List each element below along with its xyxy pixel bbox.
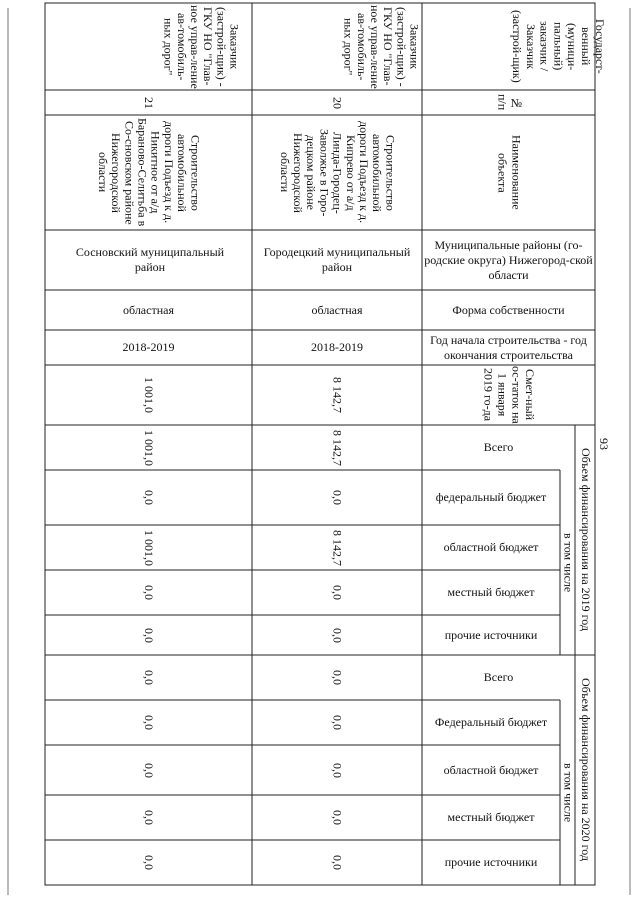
row-20-customer: Заказчик (застрой-щик) - ГКУ НО "Глав-ное управ-ление ав-томобиль-ных дорог" bbox=[341, 4, 422, 89]
row-20-2019-regional: 8 142,7 bbox=[330, 529, 345, 566]
header-ownership: Форма собственности bbox=[452, 302, 565, 317]
row-21-2020-regional: 0,0 bbox=[142, 762, 157, 778]
row-20-ownership: областная bbox=[311, 302, 363, 317]
row-21-2019-local: 0,0 bbox=[142, 585, 157, 600]
row-20-2020-other: 0,0 bbox=[330, 855, 345, 870]
header-fin2019-local: местный бюджет bbox=[447, 585, 535, 599]
header-fin2019-regional: областной бюджет bbox=[443, 540, 539, 554]
row-21-2019-regional: 1 001,0 bbox=[142, 529, 157, 566]
header-fin2019-incl: в том числе bbox=[561, 532, 576, 593]
row-20-municipality: Городецкий муниципальный район bbox=[263, 245, 411, 274]
page-number: 93 bbox=[597, 438, 611, 450]
header-fin2020-title: Объем финансирования на 2020 год bbox=[578, 678, 593, 862]
row-20-2020-regional: 0,0 bbox=[330, 762, 345, 778]
header-fin2019-total: Всего bbox=[483, 440, 514, 454]
row-20-2020-local: 0,0 bbox=[330, 810, 345, 825]
row-20-2019-total: 8 142,7 bbox=[330, 429, 345, 466]
row-21-2020-other: 0,0 bbox=[142, 855, 157, 870]
row-21-2020-local: 0,0 bbox=[142, 810, 157, 825]
header-customer: Государст-венный (муници-пальный) заказчик / Заказчик (застрой-щик) bbox=[510, 10, 607, 83]
row-21-estimate: 1 001,0 bbox=[142, 377, 157, 413]
row-21-2019-federal: 0,0 bbox=[142, 490, 157, 505]
header-object-name: Наименование объекта bbox=[495, 135, 524, 210]
row-21-2019-other: 0,0 bbox=[142, 627, 157, 643]
row-21-number: 21 bbox=[142, 96, 157, 109]
header-years: Год начала строительства - год окончания строительства bbox=[430, 332, 587, 362]
header-fin2020-federal: Федеральный бюджет bbox=[434, 715, 548, 729]
header-fin2020-total: Всего bbox=[483, 670, 514, 684]
header-fin2020-other: прочие источники bbox=[444, 855, 538, 869]
row-21-2019-total: 1 001,0 bbox=[142, 429, 157, 466]
row-20-2019-federal: 0,0 bbox=[330, 490, 345, 505]
row-21-municipality: Сосновский муниципальный район bbox=[75, 245, 225, 274]
row-20-estimate: 8 142,7 bbox=[330, 377, 345, 413]
row-20-2020-total: 0,0 bbox=[330, 670, 345, 685]
header-fin2020-regional: областной бюджет bbox=[443, 762, 539, 777]
header-fin2019-title: Объем финансирования на 2019 год bbox=[578, 448, 593, 632]
header-fin2019-other: прочие источники bbox=[444, 627, 538, 642]
row-20-object-name: Строительство автомобильной дороги Подъезд к д. Кипрево от а/д Линда-Городец-Заволжье в Горо-децком районе Нижегородской области bbox=[277, 121, 398, 224]
row-21-2020-total: 0,0 bbox=[142, 670, 157, 685]
header-municipality: Муниципальные районы (го-родские округа) Нижегород-ской области bbox=[424, 237, 593, 282]
row-21-object-name: Строительство автомобильной дороги Подъезд к д. Никитное от а/д Бараново-Селитьба в Со-сновском районе Нижегородской области bbox=[95, 118, 203, 227]
row-21-customer: Заказчик (застрой-щик) - ГКУ НО "Глав-ное управ-ление ав-томобиль-ных дорог" bbox=[161, 4, 242, 89]
header-estimate: Смет-ный ос-таток на 1 января 2019 го-да bbox=[481, 366, 538, 424]
header-number: № п/п bbox=[495, 94, 524, 111]
row-21-ownership: областная bbox=[123, 302, 174, 317]
row-20-2019-local: 0,0 bbox=[330, 585, 345, 600]
header-fin2019-federal: федеральный бюджет bbox=[435, 490, 547, 504]
row-20-number: 20 bbox=[330, 96, 345, 109]
row-21-years: 2018-2019 bbox=[122, 340, 175, 354]
row-21-2020-federal: 0,0 bbox=[142, 715, 157, 730]
row-20-2020-federal: 0,0 bbox=[330, 715, 345, 730]
row-20-2019-other: 0,0 bbox=[330, 627, 345, 643]
header-fin2020-incl: в том числе bbox=[561, 762, 576, 823]
row-20-years: 2018-2019 bbox=[311, 340, 363, 354]
header-fin2020-local: местный бюджет bbox=[447, 810, 535, 824]
